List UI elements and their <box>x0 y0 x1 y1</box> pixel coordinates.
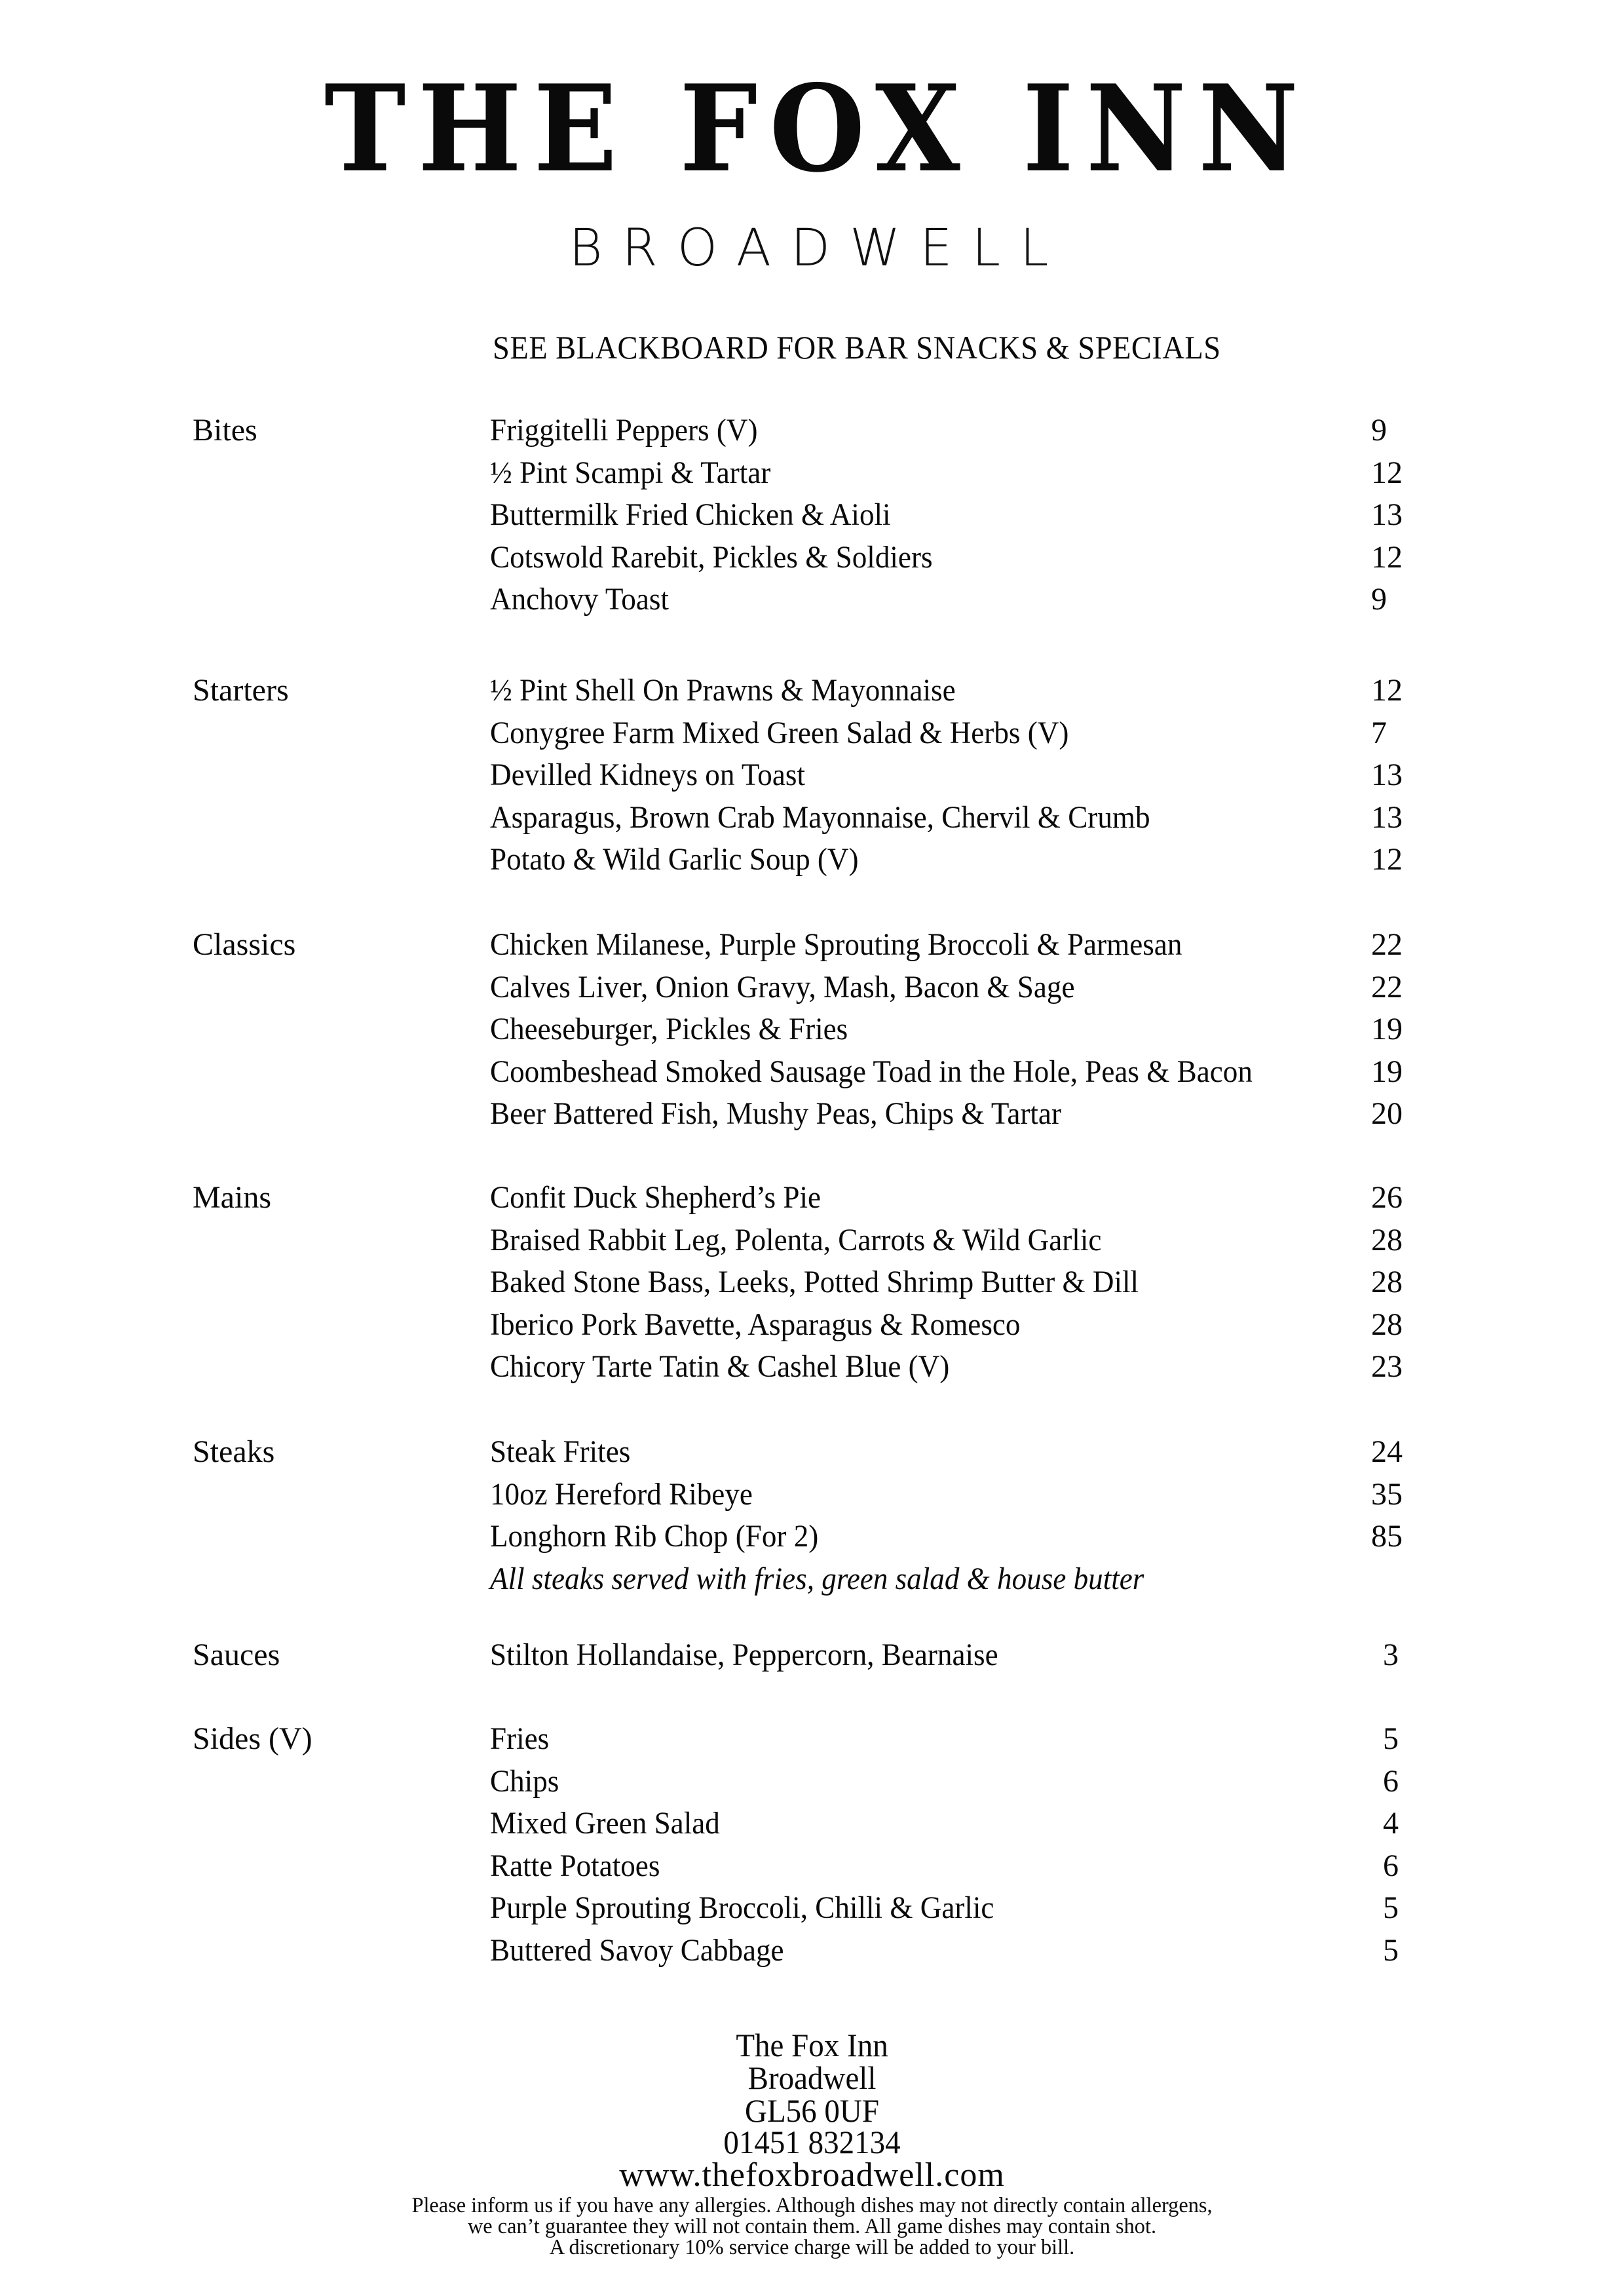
item-price: 3 <box>1383 1637 1399 1672</box>
item-name: Iberico Pork Bavette, Asparagus & Romesco <box>490 1307 1021 1342</box>
item-price: 19 <box>1371 1012 1403 1046</box>
category-label: Bites <box>193 413 257 448</box>
category-label: Sauces <box>193 1637 280 1672</box>
item-price: 26 <box>1371 1180 1403 1215</box>
item-price: 5 <box>1383 1890 1399 1925</box>
item-price: 28 <box>1371 1265 1403 1299</box>
item-price: 6 <box>1383 1763 1399 1799</box>
item-price: 20 <box>1371 1096 1403 1131</box>
footer-phone: 01451 832134 <box>723 2124 901 2160</box>
item-name: Coombeshead Smoked Sausage Toad in the Hole, Peas & Bacon <box>490 1054 1253 1089</box>
menu-item <box>490 839 1440 881</box>
menu-item <box>490 1304 1440 1347</box>
menu-item <box>490 1803 1440 1845</box>
menu-item <box>490 1346 1440 1388</box>
item-name: Chips <box>490 1763 559 1799</box>
restaurant-title: THE FOX INN <box>324 58 1311 199</box>
menu-item <box>490 1887 1440 1930</box>
item-price: 9 <box>1371 413 1387 448</box>
item-list <box>490 410 1440 621</box>
category-label: Starters <box>193 673 289 708</box>
category-label: Mains <box>193 1180 271 1215</box>
menu-item <box>490 797 1440 839</box>
menu-item <box>490 1008 1440 1051</box>
item-name: Baked Stone Bass, Leeks, Potted Shrimp Butter & Dill <box>490 1265 1139 1299</box>
item-name: Confit Duck Shepherd’s Pie <box>490 1180 821 1215</box>
item-price: 35 <box>1371 1476 1403 1512</box>
restaurant-location: BROADWELL <box>569 219 1068 278</box>
item-name: Steak Frites <box>490 1434 631 1469</box>
item-list <box>490 924 1440 1136</box>
category-label: Steaks <box>193 1434 275 1469</box>
item-price: 19 <box>1371 1054 1403 1089</box>
item-price: 4 <box>1383 1806 1399 1841</box>
menu-item <box>490 712 1440 755</box>
menu-item <box>490 1474 1440 1516</box>
menu-item <box>490 1761 1440 1803</box>
item-price: 28 <box>1371 1307 1403 1342</box>
item-name: Devilled Kidneys on Toast <box>490 757 805 792</box>
item-price: 28 <box>1371 1222 1403 1257</box>
item-name: Mixed Green Salad <box>490 1806 720 1841</box>
item-name: Beer Battered Fish, Mushy Peas, Chips & Tartar <box>490 1096 1061 1131</box>
item-name: ½ Pint Shell On Prawns & Mayonnaise <box>490 673 956 708</box>
menu-item <box>490 1930 1440 1972</box>
footer-town: Broadwell <box>747 2059 877 2096</box>
item-name: Buttermilk Fried Chicken & Aioli <box>490 497 891 532</box>
item-name: Chicken Milanese, Purple Sprouting Broccoli & Parmesan <box>490 927 1182 962</box>
menu-item <box>490 1261 1440 1304</box>
menu-item <box>490 1516 1440 1558</box>
item-price: 9 <box>1371 582 1387 617</box>
menu-item <box>490 1219 1440 1262</box>
item-name: Conygree Farm Mixed Green Salad & Herbs (V) <box>490 715 1069 750</box>
item-price: 85 <box>1371 1519 1403 1554</box>
item-price: 23 <box>1371 1349 1403 1384</box>
service-charge-line: A discretionary 10% service charge will be added to your bill. <box>549 2236 1075 2259</box>
item-name: ½ Pint Scampi & Tartar <box>490 455 771 490</box>
menu-item <box>490 494 1440 537</box>
menu-item <box>490 1051 1440 1094</box>
item-name: Asparagus, Brown Crab Mayonnaise, Chervil & Crumb <box>490 799 1150 835</box>
menu-item <box>490 1177 1440 1219</box>
menu-item <box>490 452 1440 495</box>
item-name: Cotswold Rarebit, Pickles & Soldiers <box>490 539 933 575</box>
footer-postcode: GL56 0UF <box>745 2092 880 2129</box>
item-list <box>490 1718 1440 1972</box>
item-price: 12 <box>1371 673 1403 708</box>
item-name: Potato & Wild Garlic Soup (V) <box>490 842 859 877</box>
item-name: Fries <box>490 1721 550 1756</box>
menu-item <box>490 670 1440 712</box>
item-price: 5 <box>1383 1932 1399 1968</box>
item-price: 13 <box>1371 757 1403 792</box>
item-name: Stilton Hollandaise, Peppercorn, Bearnaise <box>490 1637 998 1672</box>
specials-notice: SEE BLACKBOARD FOR BAR SNACKS & SPECIALS <box>493 329 1221 366</box>
item-name: Friggitelli Peppers (V) <box>490 413 758 448</box>
item-price: 22 <box>1371 969 1403 1004</box>
menu-item <box>490 754 1440 797</box>
menu-item <box>490 1845 1440 1888</box>
menu-item <box>490 1431 1440 1474</box>
category-label: Sides (V) <box>193 1721 312 1756</box>
menu-item <box>490 1093 1440 1136</box>
item-price: 13 <box>1371 799 1403 835</box>
item-name: Cheeseburger, Pickles & Fries <box>490 1012 848 1046</box>
footer-website-link[interactable]: www.thefoxbroadwell.com <box>619 2156 1005 2194</box>
item-price: 13 <box>1371 497 1403 532</box>
item-price: 12 <box>1371 455 1403 490</box>
menu-item <box>490 579 1440 621</box>
item-price: 24 <box>1371 1434 1403 1469</box>
item-list <box>490 670 1440 881</box>
menu-item <box>490 1634 1440 1677</box>
allergy-disclaimer-line: we can’t guarantee they will not contain them. All game dishes may contain shot. <box>467 2215 1157 2238</box>
steaks-note <box>490 1558 1440 1601</box>
item-price: 12 <box>1371 842 1403 877</box>
item-price: 12 <box>1371 539 1403 575</box>
allergy-disclaimer-line: Please inform us if you have any allergies. Although dishes may not directly contain allergens, <box>411 2194 1213 2217</box>
item-price: 5 <box>1383 1721 1399 1756</box>
item-name: Longhorn Rib Chop (For 2) <box>490 1519 819 1554</box>
item-name: 10oz Hereford Ribeye <box>490 1476 753 1512</box>
menu-item <box>490 966 1440 1009</box>
item-name: Buttered Savoy Cabbage <box>490 1932 784 1968</box>
menu-item <box>490 410 1440 452</box>
footer-name: The Fox Inn <box>736 2027 888 2063</box>
item-list <box>490 1431 1440 1600</box>
item-list <box>490 1634 1440 1677</box>
item-name: Braised Rabbit Leg, Polenta, Carrots & Wild Garlic <box>490 1222 1102 1257</box>
item-name: Ratte Potatoes <box>490 1848 660 1883</box>
item-price: 7 <box>1371 715 1387 750</box>
item-name: Purple Sprouting Broccoli, Chilli & Garlic <box>490 1890 994 1925</box>
item-name: Chicory Tarte Tatin & Cashel Blue (V) <box>490 1349 950 1384</box>
item-name: Anchovy Toast <box>490 582 669 617</box>
category-label: Classics <box>193 927 296 962</box>
item-price: 6 <box>1383 1848 1399 1883</box>
menu-item <box>490 924 1440 966</box>
item-list <box>490 1177 1440 1388</box>
note-text: All steaks served with fries, green salad & house butter <box>490 1561 1144 1596</box>
item-name: Calves Liver, Onion Gravy, Mash, Bacon & Sage <box>490 969 1075 1004</box>
menu-item <box>490 537 1440 579</box>
item-price: 22 <box>1371 927 1403 962</box>
menu-item <box>490 1718 1440 1761</box>
